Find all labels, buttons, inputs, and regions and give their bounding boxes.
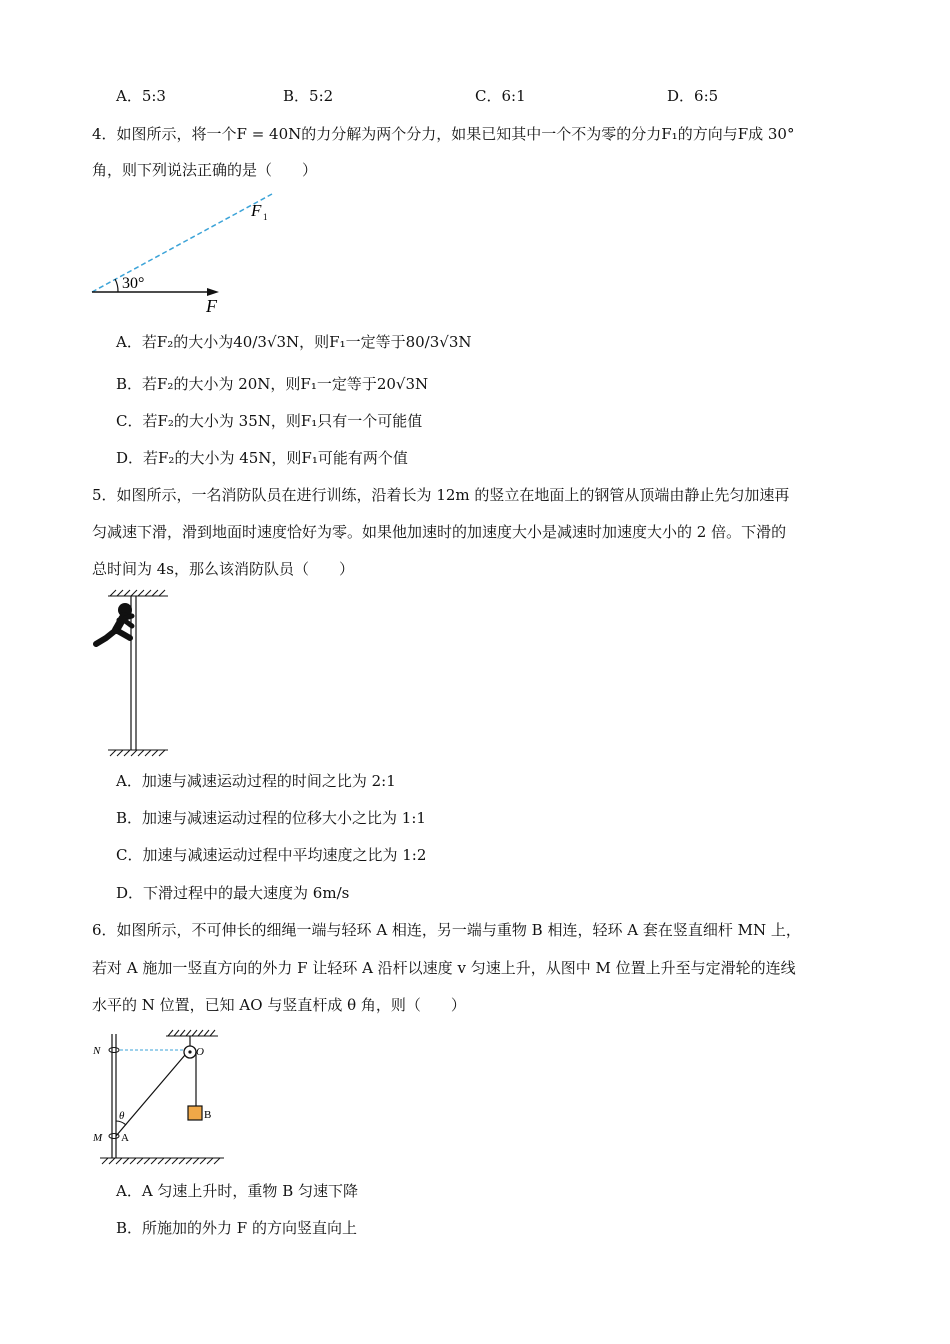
q3-option-c: C．6:1 [475,87,526,105]
q4-option-b: B．若F₂的大小为 20N，则F₁一定等于20√3N [116,375,429,393]
label-n: N [93,1045,101,1057]
q4-option-c: C．若F₂的大小为 35N，则F₁只有一个可能值 [116,412,423,430]
q6-stem-line2: 若对 A 施加一竖直方向的外力 F 让轻环 A 沿杆以速度 v 匀速上升，从图中 M 位置上升至与定滑轮的连线 [92,959,796,977]
angle-label: 30° [122,275,145,292]
q4-stem-line1: 4．如图所示，将一个F = 40N的力分解为两个分力，如果已知其中一个不为零的分力F₁的方向与F成 30° [92,125,795,143]
q5-stem-line1: 5．如图所示，一名消防队员在进行训练，沿着长为 12m 的竖立在地面上的钢管从顶端由静止先匀加速再 [92,486,790,504]
q4-force-diagram [86,190,286,315]
q5-firefighter-pole-diagram [88,588,178,760]
q3-option-b: B．5:2 [283,87,334,105]
label-a: A [121,1132,129,1144]
label-o: O [196,1046,204,1058]
q3-option-a: A．5:3 [116,87,166,105]
q4-option-a: A．若F₂的大小为40/3√3N，则F₁一定等于80/3√3N [116,333,472,351]
q5-stem-line3: 总时间为 4s，那么该消防队员（ ） [92,560,355,578]
label-m: M [93,1132,103,1144]
firefighter-figure [96,603,132,644]
pulley-axle [188,1050,191,1053]
q6-option-b: B．所施加的外力 F 的方向竖直向上 [116,1219,357,1237]
q3-option-d: D．6:5 [667,87,719,105]
q5-option-c: C．加速与减速运动过程中平均速度之比为 1:2 [116,846,427,864]
q6-pulley-diagram [86,1024,231,1166]
ground-hatch [108,750,168,756]
f1-subscript: 1 [263,212,268,222]
q5-option-a: A．加速与减速运动过程的时间之比为 2:1 [116,772,396,790]
q5-stem-line2: 匀减速下滑，滑到地面时速度恰好为零。如果他加速时的加速度大小是减速时加速度大小的 2 倍。下滑的 [92,523,787,541]
q4-option-d: D．若F₂的大小为 45N，则F₁可能有两个值 [116,449,408,467]
q5-option-b: B．加速与减速运动过程的位移大小之比为 1:1 [116,809,426,827]
rope-a-to-o [116,1055,185,1136]
ceiling-hatch [166,1030,218,1036]
q6-stem-line1: 6．如图所示，不可伸长的细绳一端与轻环 A 相连，另一端与重物 B 相连，轻环 A 套在竖直细杆 MN 上， [92,921,801,939]
q4-stem-line2: 角，则下列说法正确的是（ ） [92,161,318,179]
angle-arc [115,279,118,292]
block-b [188,1106,202,1120]
f1-label: F [251,201,262,220]
label-b: B [204,1109,212,1121]
q6-option-a: A．A 匀速上升时，重物 B 匀速下降 [116,1182,358,1200]
q6-stem-line3: 水平的 N 位置，已知 AO 与竖直杆成 θ 角，则（ ） [92,996,466,1014]
f1-direction-line [92,194,272,292]
ceiling-hatch [108,590,168,596]
force-f-label: F [206,296,217,315]
force-f-arrowhead [207,288,219,296]
ground-hatch [100,1158,224,1164]
ring-at-n [109,1048,119,1053]
q5-option-d: D．下滑过程中的最大速度为 6m/s [116,884,350,902]
ring-at-a [109,1134,119,1139]
label-theta: θ [119,1110,125,1122]
